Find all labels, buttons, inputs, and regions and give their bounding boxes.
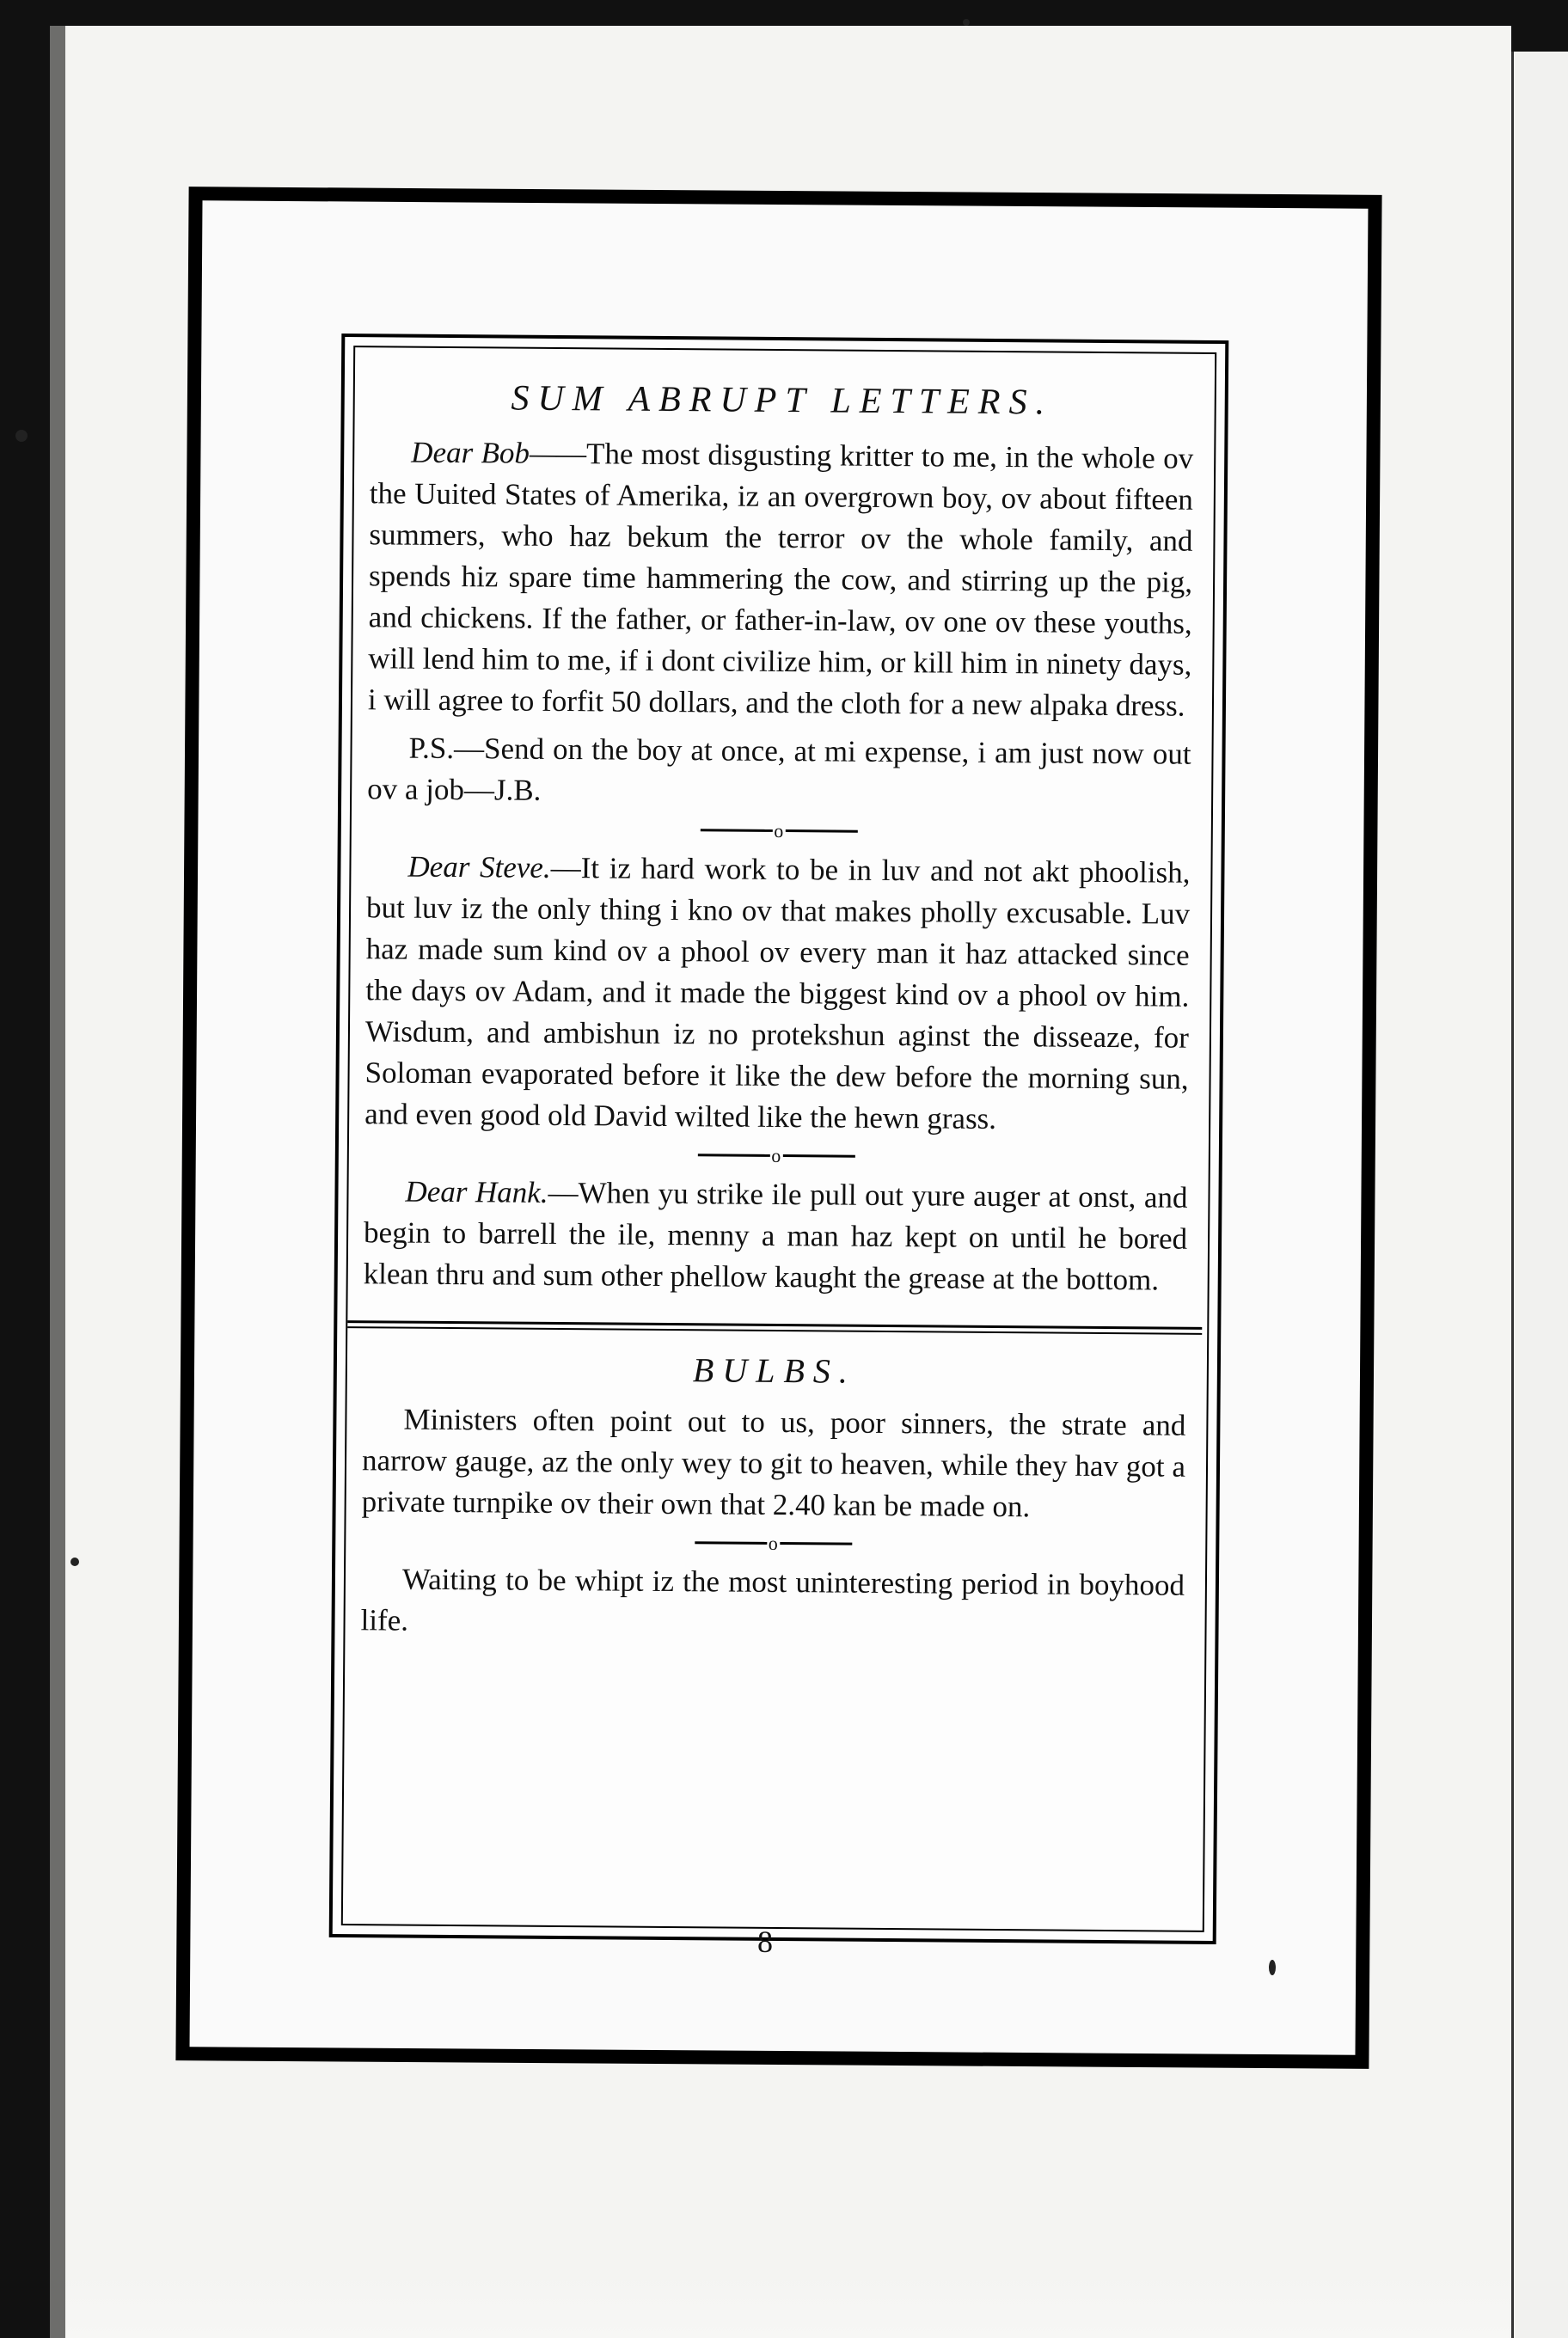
separator-line (695, 1542, 767, 1545)
letter-body: —It iz hard work to be in luv and not akt phoolish, but luv iz the only thing i kno ov that makes pholly excusable. Luv haz made sum kind ov a phool ov every man it haz attacked since the days ov Adam, and it made the biggest kind ov a phool ov him. Wisdum, and ambishun iz no protekshun aginst the disseaze, for Soloman evaporated before it like the dew before the morning sun, and even good old David wilted like the hewn grass. (364, 850, 1191, 1135)
separator-glyph: o (768, 1532, 778, 1554)
adjacent-page-edge (1511, 52, 1568, 2338)
separator (364, 1140, 1188, 1169)
dust-speck (1269, 1960, 1276, 1975)
letter-steve (364, 846, 1191, 1141)
separator-glyph: o (774, 819, 784, 842)
letter-hank (364, 1171, 1188, 1301)
letter-salutation: Dear Steve. (407, 849, 551, 884)
section-title-bulbs: BULBS. (692, 1350, 857, 1391)
separator-line (700, 829, 772, 833)
postscript: P.S.—Send on the boy at once, at mi expense, i am just now out ov a job—J.B. (367, 731, 1191, 807)
letter-body: —When yu strike ile pull out yure auger at onst, and begin to barrell the ile, menny a man haz kept on until he bored klean thru and sum other phellow kaught the grease at the bottom. (363, 1175, 1188, 1297)
section-divider (347, 1320, 1202, 1335)
separator-line (697, 1154, 769, 1158)
letter-body: —The most disgusting kritter to me, in the whole ov the Uuited States of Amerika, iz an overgrown boy, ov about fifteen summers, who haz bekum the terror ov the whole family, and spends hiz spare time hammering the cow, and stirring up the pig, and chickens. If the father, or father-in-law, ov one ov these youths, will lend him to me, if i dont civilize him, or kill him in ninety days, i will agree to forfit 50 dollars, and the cloth for a new alpaka dress. (367, 436, 1194, 723)
separator-line (780, 1542, 852, 1545)
separator-glyph: o (771, 1144, 781, 1166)
section-title-letters: SUM ABRUPT LETTERS. (511, 378, 1054, 423)
bulb-paragraph: Waiting to be whipt iz the most uninteresting period in boyhood life. (360, 1562, 1185, 1637)
text-content (360, 371, 1194, 1647)
letter-salutation: Dear Hank. (405, 1174, 548, 1209)
dust-speck (15, 430, 28, 442)
separator-line (785, 829, 857, 833)
letter-salutation: Dear Bob— (411, 435, 557, 470)
bulb-paragraph: Ministers often point out to us, poor sinners, the strate and narrow gauge, az the only wey to git to heaven, while they hav got a private turnpike ov their own that 2.40 kan be made on. (361, 1402, 1186, 1524)
separator (367, 815, 1191, 844)
separator-line (782, 1154, 854, 1158)
dust-speck (963, 19, 970, 26)
page-number: 8 (757, 1925, 773, 1959)
letter-bob (368, 431, 1194, 727)
page-bottom-margin (65, 2269, 1510, 2338)
text-panel (329, 334, 1229, 1944)
separator (361, 1527, 1185, 1557)
dust-speck (70, 1558, 79, 1566)
